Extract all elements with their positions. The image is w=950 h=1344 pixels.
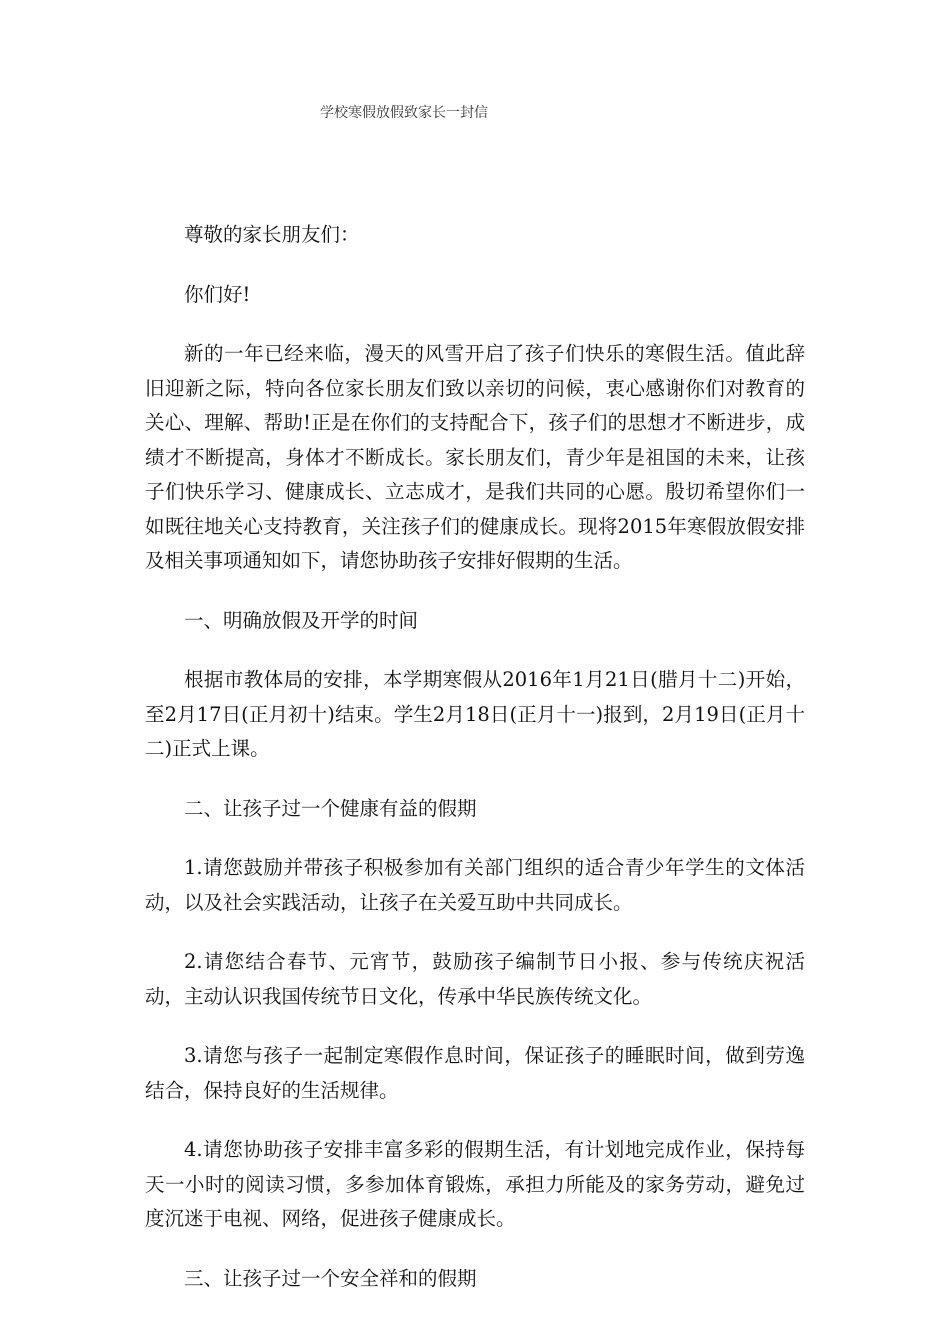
- section-heading-1: 一、明确放假及开学的时间: [184, 608, 419, 632]
- document-title: 学校寒假放假致家长一封信: [320, 105, 488, 121]
- section-heading-2: 二、让孩子过一个健康有益的假期: [184, 796, 477, 820]
- section-1-paragraph: 根据市教体局的安排，本学期寒假从2016年1月21日(腊月十二)开始，至2月17日(正月初十)结束。学生2月18日(正月十一)报到，2月19日(正月十二)正式上课。: [145, 668, 805, 760]
- salutation: 尊敬的家长朋友们：: [184, 223, 360, 246]
- section-heading-3: 三、让孩子过一个安全祥和的假期: [184, 1266, 477, 1290]
- section-2-item-3: 3.请您与孩子一起制定寒假作息时间，保证孩子的睡眠时间，做到劳逸结合，保持良好的生活规律。: [145, 1044, 805, 1102]
- section-2-item-2: 2.请您结合春节、元宵节，鼓励孩子编制节日小报、参与传统庆祝活动，主动认识我国传统节日文化，传承中华民族传统文化。: [145, 950, 805, 1008]
- greeting: 你们好!: [184, 282, 251, 306]
- intro-paragraph: 新的一年已经来临，漫天的风雪开启了孩子们快乐的寒假生活。值此辞旧迎新之际，特向各位家长朋友们致以亲切的问候，衷心感谢你们对教育的关心、理解、帮助!正是在你们的支持配合下，孩子们的思想才不断进步，成绩才不断提高，身体才不断成长。家长朋友们，青少年是祖国的未来，让孩子们快乐学习、健康成长、立志成才，是我们共同的心愿。殷切希望你们一如既往地关心支持教育，关注孩子们的健康成长。现将2015年寒假放假安排及相关事项通知如下，请您协助孩子安排好假期的生活。: [145, 342, 805, 572]
- section-2-item-1: 1.请您鼓励并带孩子积极参加有关部门组织的适合青少年学生的文体活动，以及社会实践活动，让孩子在关爱互助中共同成长。: [145, 856, 805, 914]
- section-2-item-4: 4.请您协助孩子安排丰富多彩的假期生活，有计划地完成作业，保持每天一小时的阅读习惯，多参加体育锻炼，承担力所能及的家务劳动，避免过度沉迷于电视、网络，促进孩子健康成长。: [145, 1138, 805, 1230]
- letter-body: [145, 218, 805, 1321]
